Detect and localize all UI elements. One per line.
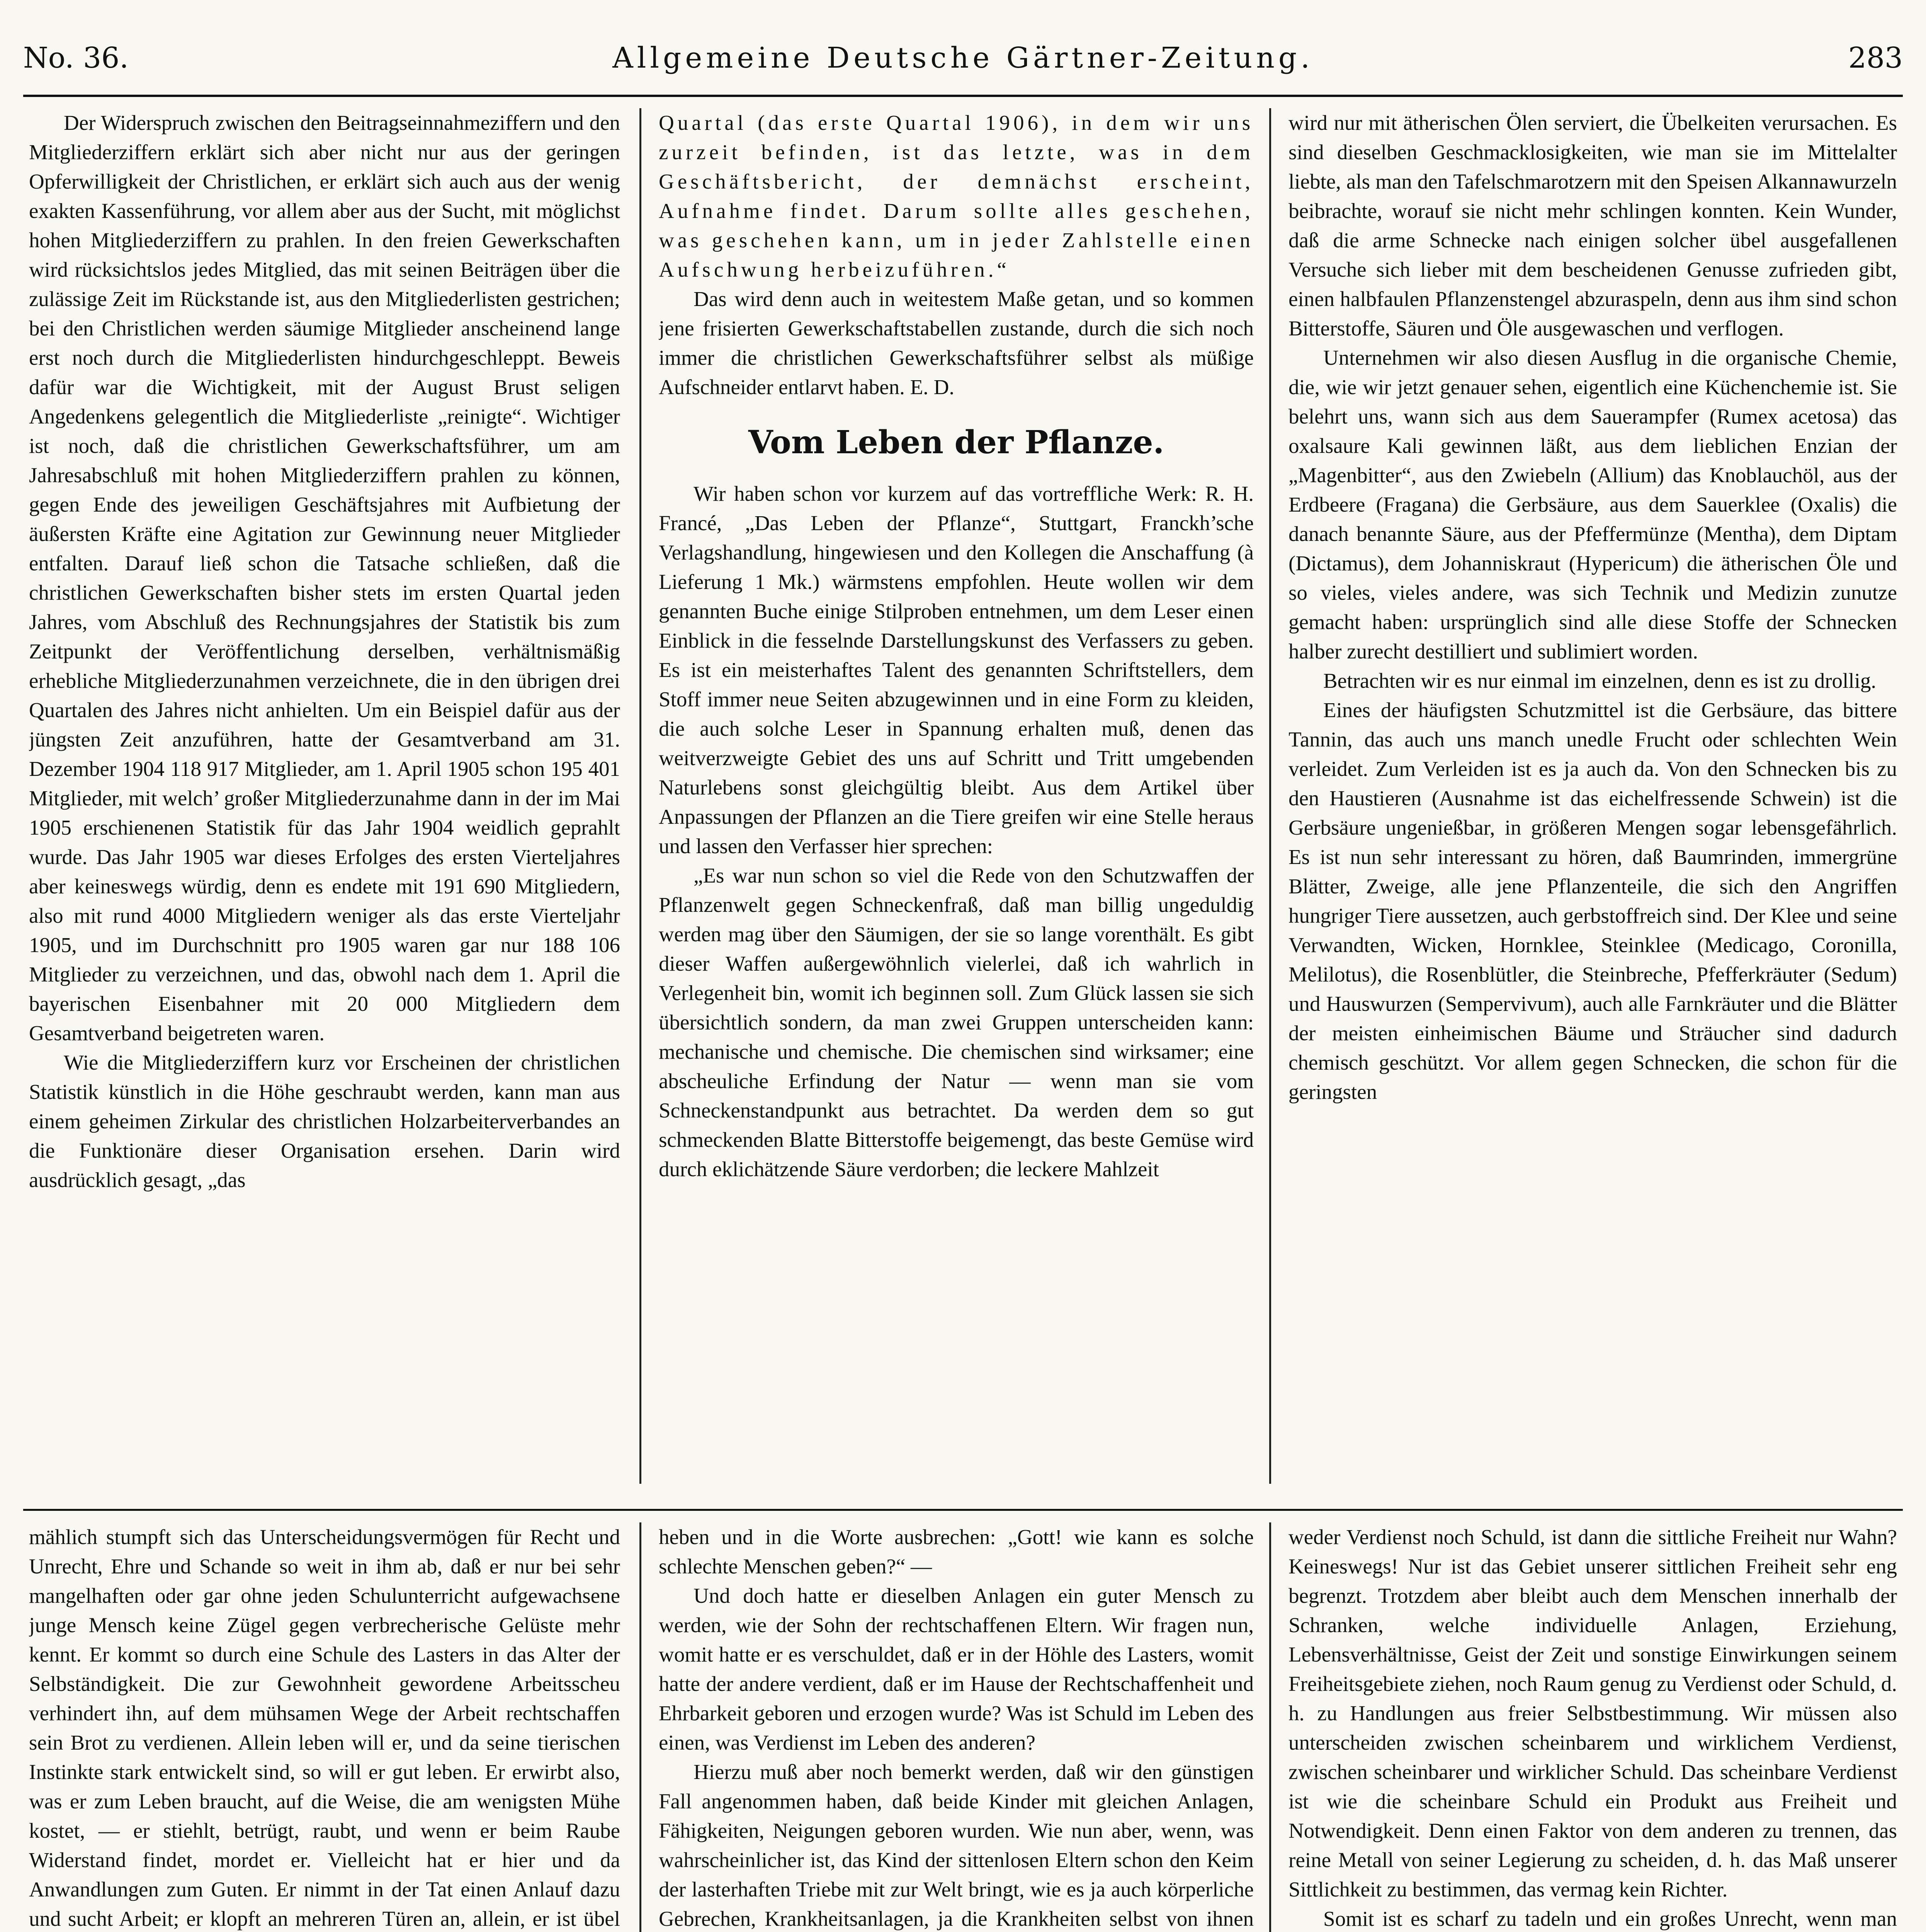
- paragraph: Betrachten wir es nur einmal im einzelnen, denn es ist zu drollig.: [1323, 669, 1877, 692]
- page-number: 283: [1848, 41, 1903, 75]
- paragraph: „Es war nun schon so viel die Rede von den Schutzwaffen der Pflanzenwelt gegen Schneckenfraß, daß man billig ungeduldig werden mag über den Säumigen, der sie so lange vorenthält. Es gibt dieser Waffen außergewöhnlich vielerlei, daß ich wahrlich in Verlegenheit bin, womit ich beginnen soll. Zum Glück lassen sie sich übersichtlich sondern, da man zwei Gruppen unterscheiden kann: mechanische und chemische. Die chemischen sind wirksamer; eine abscheuliche Erfindung der Natur — wenn man sie vom Schneckenstandpunkt aus betrachtet. Da werden dem so gut schmeckenden Blatte Bitterstoffe beigemengt, das beste Gemüse wird durch eklichätzende Säure verdorben; die leckere Mahlzeit: [659, 864, 1254, 1181]
- header-rule: [23, 95, 1903, 97]
- paragraph: Und doch hatte er dieselben Anlagen ein guter Mensch zu werden, wie der Sohn der rechtschaffenen Eltern. Wir fragen nun, womit hatte er es verschuldet, daß er in der Höhle des Lasters, womit hatte der andere verdient, daß er im Hause der Rechtschaffenheit und Ehrbarkeit geboren und erzogen wurde? Was ist Schuld im Leben des einen, was Verdienst im Leben des anderen?: [659, 1584, 1254, 1754]
- paragraph: Eines der häufigsten Schutzmittel ist die Gerbsäure, das bittere Tannin, das auch uns manch unedle Frucht oder schlechten Wein verleidet. Zum Verleiden ist es ja auch da. Von den Schnecken bis zu den Haustieren (Ausnahme ist das eichelfressende Schwein) ist die Gerbsäure ungenießbar, in größeren Mengen sogar lebensgefährlich. Es ist nun sehr interessant zu hören, daß Baumrinden, immergrüne Blätter, Zweige, alle jene Pflanzenteile, die sich den Angriffen hungriger Tiere aussetzen, auch gerbstoffreich sind. Der Klee und seine Verwandten, Wicken, Hornklee, Steinklee (Medicago, Coronilla, Melilotus), die Rosenblütler, die Steinbreche, Pfefferkräuter (Sedum) und Hauswurzen (Sempervivum), auch alle Farnkräuter und die Blätter der meisten einheimischen Bäume und Sträucher sind dadurch chemisch geschützt. Vor allem gegen Schnecken, die schon für die geringsten: [1289, 698, 1897, 1104]
- column-rule: [1269, 108, 1271, 1484]
- paragraph: Wie die Mitgliederziffern kurz vor Erscheinen der christlichen Statistik künstlich in die Höhe geschraubt werden, kann man aus einem geheimen Zirkular des christlichen Holzarbeiterverbandes an die Funktionäre dieser Organisation ersehen. Darin wird ausdrücklich gesagt, „das: [29, 1051, 620, 1192]
- column-rule: [639, 1522, 641, 1932]
- paragraph: Unternehmen wir also diesen Ausflug in die organische Chemie, die, wie wir jetzt genauer sehen, eigentlich eine Küchenchemie ist. Sie belehrt uns, wann sich aus dem Sauerampfer (Rumex acetosa) das oxalsaure Kali gewinnen läßt, aus dem lieblichen Enzian der „Magenbitter“, aus den Zwiebeln (Allium) das Knoblauchöl, aus der Erdbeere (Fragana) die Gerbsäure, aus dem Sauerklee (Oxalis) die danach benannte Säure, aus der Pfeffermünze (Mentha), dem Diptam (Dictamus), dem Johanniskraut (Hypericum) die ätherischen Öle und so vieles, vieles andere, was sich Technik und Medizin zunutze gemacht haben: ursprünglich sind alle diese Stoffe der Schnecken halber zurecht destilliert und sublimiert worden.: [1289, 346, 1897, 663]
- top-column-1: [29, 108, 620, 1488]
- top-column-3: [1289, 108, 1897, 1488]
- paragraph: wird nur mit ätherischen Ölen serviert, die Übelkeiten verursachen. Es sind dieselben Geschmacklosigkeiten, wie man sie im Mittelalter liebte, als man den Tafelschmarotzern mit den Speisen Alkannawurzeln beibrachte, worauf sie nicht mehr schlingen konnten. Kein Wunder, daß die arme Schnecke nach einigen solcher übel ausgefallenen Versuche sich lieber mit dem bescheidenen Genusse zufrieden gibt, einen halbfaulen Pflanzenstengel abzuraspeln, denn aus ihm sind schon Bitterstoffe, Säuren und Öle ausgewaschen und verflogen.: [1289, 111, 1897, 340]
- quoted-circular: Quartal (das erste Quartal 1906), in dem wir uns zurzeit befinden, ist das letzte, was in dem Geschäftsbericht, der demnächst erscheint, Aufnahme findet. Darum sollte alles geschehen, was geschehen kann, um in jeder Zahlstelle einen Aufschwung herbeizuführen.“: [659, 111, 1254, 281]
- section-divider: [23, 1509, 1903, 1511]
- paragraph: weder Verdienst noch Schuld, ist dann die sittliche Freiheit nur Wahn? Keineswegs! Nur ist das Gebiet unserer sittlichen Freiheit sehr eng begrenzt. Trotzdem aber bleibt auch dem Menschen innerhalb der Schranken, welche individuelle Anlagen, Erziehung, Lebensverhältnisse, Geist der Zeit und sonstige Einwirkungen seinem Freiheitsgebiete ziehen, noch Raum genug zu Verdienst oder Schuld, d. h. zu Handlungen aus freier Selbstbestimmung. Wir müssen also unterscheiden zwischen scheinbarem und wirklichem Verdienst, zwischen scheinbarer und wirklicher Schuld. Das scheinbare Verdienst ist wie die scheinbare Schuld ein Produkt aus Freiheit und Notwendigkeit. Denn einen Faktor von dem anderen zu trennen, das reine Metall von seiner Legierung zu scheiden, d. h. das Maß unserer Sittlichkeit zu bestimmen, das vermag kein Richter.: [1289, 1525, 1897, 1901]
- paragraph: Hierzu muß aber noch bemerkt werden, daß wir den günstigen Fall angenommen haben, daß beide Kinder mit gleichen Anlagen, Fähigkeiten, Neigungen geboren wurden. Wie nun aber, wenn, was wahrscheinlicher ist, das Kind der sittenlosen Eltern schon den Keim der lasterhaften Triebe mit zur Welt bringt, wie es ja auch körperliche Gebrechen, Krankheitsanlagen, ja die Krankheiten selbst von ihnen: [659, 1760, 1254, 1930]
- page-header: [23, 39, 1903, 93]
- article-heading: Vom Leben der Pflanze.: [748, 424, 1164, 461]
- paragraph: mählich stumpft sich das Unterscheidungsvermögen für Recht und Unrecht, Ehre und Schande so weit in ihm ab, daß er nur bei sehr mangelhaften oder gar ohne jeden Schulunterricht aufgewachsene junge Mensch keine Zügel gegen verbrecherische Gelüste mehr kennt. Er kommt so durch eine Schule des Lasters in das Alter der Selbständigkeit. Die zur Gewohnheit gewordene Arbeitsscheu verhindert ihn, auf dem mühsamen Wege der Arbeit rechtschaffen sein Brot zu verdienen. Allein leben will er, und da seine tierischen Instinkte stark entwickelt sind, so will er gut leben. Er erwirbt also, was er zum Leben braucht, auf die Weise, die am wenigsten Mühe kostet, — er stiehlt, betrügt, raubt, und wenn er beim Raube Widerstand findet, mordet er. Vielleicht hat er hier und da Anwandlungen zum Guten. Er nimmt in der Tat einen Anlauf dazu und sucht Arbeit; er klopft an mehreren Türen an, allein, er ist übel: [29, 1525, 620, 1930]
- paragraph: heben und in die Worte ausbrechen: „Gott! wie kann es solche schlechte Menschen geben?“ —: [659, 1525, 1254, 1578]
- column-rule: [639, 108, 641, 1484]
- paragraph: Wir haben schon vor kurzem auf das vortreffliche Werk: R. H. Francé, „Das Leben der Pflanze“, Stuttgart, Franckh’sche Verlagshandlung, hingewiesen und den Kollegen die Anschaffung (à Lieferung 1 Mk.) wärmstens empfohlen. Heute wollen wir dem genannten Buche einige Stilproben entnehmen, um dem Leser einen Einblick in die fesselnde Darstellungskunst des Verfassers zu geben. Es ist ein meisterhaftes Talent des genannten Schriftstellers, dem Stoff immer neue Seiten abzugewinnen und in eine Form zu kleiden, die auch solche Leser in Spannung erhalten muß, denen das weitverzweigte Gebiet des uns auf Schritt und Tritt umgebenden Naturlebens sonst gleichgültig bleibt. Aus dem Artikel über Anpassungen der Pflanzen an die Tiere greifen wir eine Stelle heraus und lassen den Verfasser hier sprechen:: [659, 482, 1254, 858]
- bottom-column-1: [29, 1522, 620, 1932]
- bottom-column-3: [1289, 1522, 1897, 1932]
- newspaper-title: Allgemeine Deutsche Gärtner-Zeitung.: [612, 41, 1314, 75]
- top-column-2: [659, 108, 1254, 1488]
- paragraph: Das wird denn auch in weitestem Maße getan, und so kommen jene frisierten Gewerkschaftstabellen zustande, durch die sich noch immer die christlichen Gewerkschaftsführer selbst als müßige Aufschneider entlarvt haben. E. D.: [659, 287, 1254, 399]
- paragraph: Somit ist es scharf zu tadeln und ein großes Unrecht, wenn man: [1323, 1907, 1897, 1930]
- paragraph: Der Widerspruch zwischen den Beitragseinnahmeziffern und den Mitgliederziffern erklärt sich aber nicht nur aus der geringen Opferwilligkeit der Christlichen, er erklärt sich auch aus der wenig exakten Kassenführung, vor allem aber aus der Sucht, mit möglichst hohen Mitgliederziffern zu prahlen. In den freien Gewerkschaften wird rücksichtslos jedes Mitglied, das mit seinen Beiträgen über die zulässige Zeit im Rückstande ist, aus den Mitgliederlisten gestrichen; bei den Christlichen werden säumige Mitglieder anscheinend lange erst noch durch die Mitgliederlisten hindurchgeschleppt. Beweis dafür war die Wichtigkeit, mit der August Brust seligen Angedenkens gelegentlich die Mitgliederliste „reinigte“. Wichtiger ist noch, daß die christlichen Gewerkschaftsführer, um am Jahresabschluß mit hohen Mitgliederziffern prahlen zu können, gegen Ende des jeweiligen Geschäftsjahres mit Aufbietung der äußersten Kräfte eine Agitation zur Gewinnung neuer Mitglieder entfalten. Darauf ließ schon die Tatsache schließen, daß die christlichen Gewerkschaften bisher stets im ersten Quartal jeden Jahres, vom Abschluß des Rechnungsjahres der Statistik bis zum Zeitpunkt der Veröffentlichung derselben, verhältnismäßig erhebliche Mitgliederzunahmen verzeichnete, die in den übrigen drei Quartalen des Jahres nicht anhielten. Um ein Beispiel dafür aus der jüngsten Zeit anzuführen, hatte der Gesamtverband am 31. Dezember 1904 118 917 Mitglieder, am 1. April 1905 schon 195 401 Mitglieder, mit welch’ großer Mitgliederzunahme dann in der im Mai 1905 erschienenen Statistik für das Jahr 1904 weidlich geprahlt wurde. Das Jahr 1905 war dieses Erfolges des ersten Vierteljahres aber keineswegs würdig, denn es endete mit 191 690 Mitgliedern, also mit rund 4000 Mitgliedern weniger als das erste Vierteljahr 1905, und im Durchschnitt pro 1905 waren gar nur 188 106 Mitglieder zu verzeichnen, und das, obwohl nach dem 1. April die bayerischen Eisenbahner mit 20 000 Mitgliedern dem Gesamtverband beigetreten waren.: [29, 111, 620, 1045]
- bottom-column-2: [659, 1522, 1254, 1932]
- issue-number: No. 36.: [23, 41, 129, 75]
- column-rule: [1269, 1522, 1271, 1932]
